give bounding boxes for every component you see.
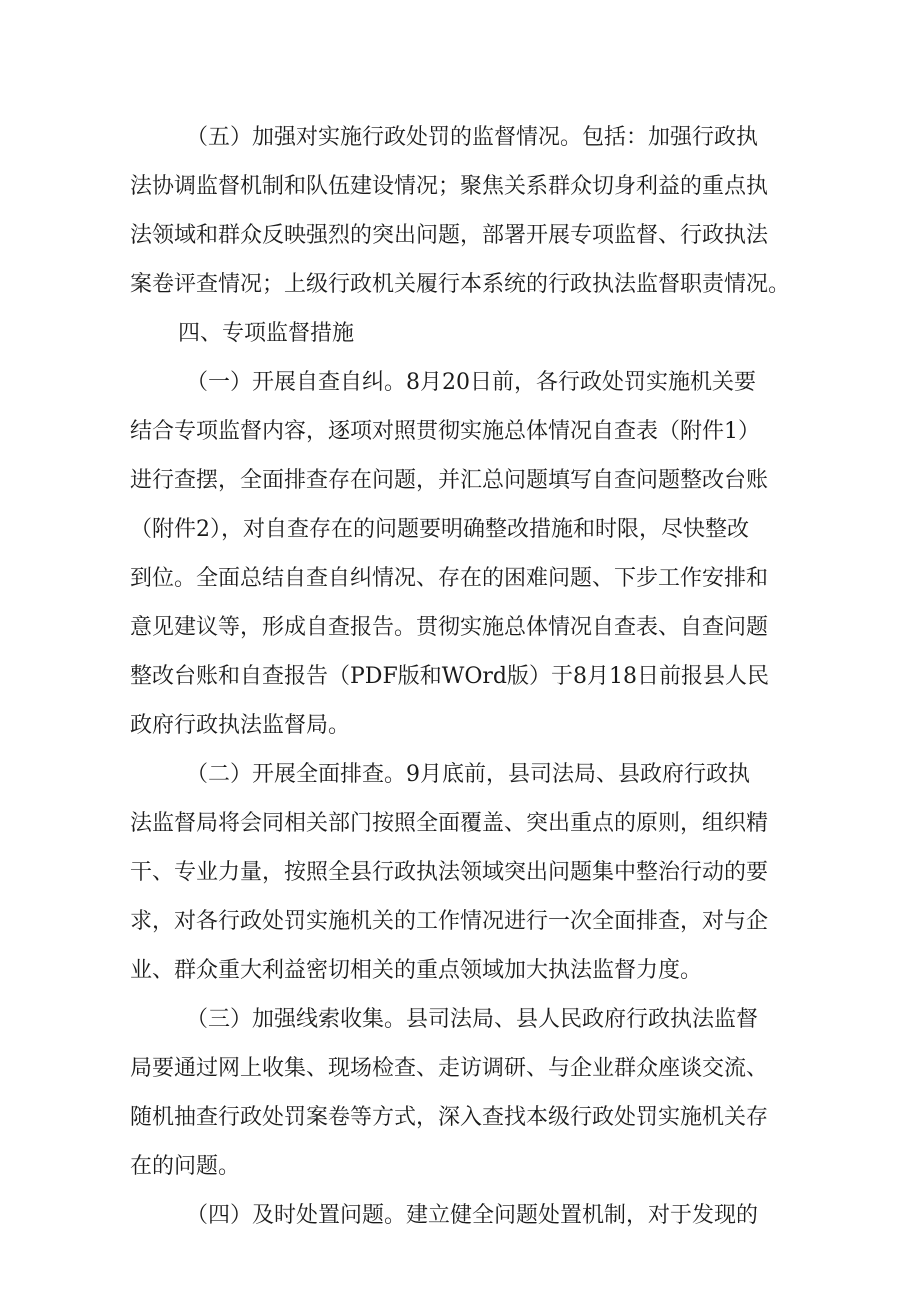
text-line: （附件2），对自查存在的问题要明确整改措施和时限，尽快整改 [130,517,749,542]
text-line: 整改台账和自查报告（PDF版和WOrd版）于8月18日前报县人民 [130,664,769,689]
text-line: 局要通过网上收集、现场检查、走访调研、与企业群众座谈交流、 [130,1056,769,1081]
text-line: （四）及时处置问题。建立健全问题处置机制，对于发现的 [186,1203,759,1228]
text-line: （一）开展自查自纠。8月20日前，各行政处罚实施机关要 [186,370,756,395]
text-line: 业、群众重大利益密切相关的重点领域加大执法监督力度。 [130,958,703,983]
text-line: 法协调监督机制和队伍建设情况；聚焦关系群众切身利益的重点执 [130,174,769,199]
text-line: 进行查摆，全面排查存在问题，并汇总问题填写自查问题整改台账 [130,468,769,493]
text-line: 在的问题。 [130,1154,241,1179]
text-line: 案卷评查情况；上级行政机关履行本系统的行政执法监督职责情况。 [130,272,791,297]
text-line: 干、专业力量，按照全县行政执法领域突出问题集中整治行动的要 [130,860,769,885]
text-line: （三）加强线索收集。县司法局、县人民政府行政执法监督 [186,1007,759,1032]
text-line: 求，对各行政处罚实施机关的工作情况进行一次全面排查，对与企 [130,909,769,934]
text-line: 结合专项监督内容，逐项对照贯彻实施总体情况自查表（附件1） [130,419,760,444]
text-line: （五）加强对实施行政处罚的监督情况。包括：加强行政执 [186,125,759,150]
text-line: 法领域和群众反映强烈的突出问题，部署开展专项监督、行政执法 [130,223,769,248]
heading-text: 四、专项监督措施 [178,321,355,346]
text-line: 政府行政执法监督局。 [130,713,351,738]
text-line: 法监督局将会同相关部门按照全面覆盖、突出重点的原则，组织精 [130,811,769,836]
text-line: （二）开展全面排查。9月底前，县司法局、县政府行政执 [186,762,750,787]
text-line: 到位。全面总结自查自纠情况、存在的困难问题、下步工作安排和 [130,566,769,591]
text-line: 意见建议等，形成自查报告。贯彻实施总体情况自查表、自查问题 [130,615,769,640]
text-line: 随机抽查行政处罚案卷等方式，深入查找本级行政处罚实施机关存 [130,1105,769,1130]
